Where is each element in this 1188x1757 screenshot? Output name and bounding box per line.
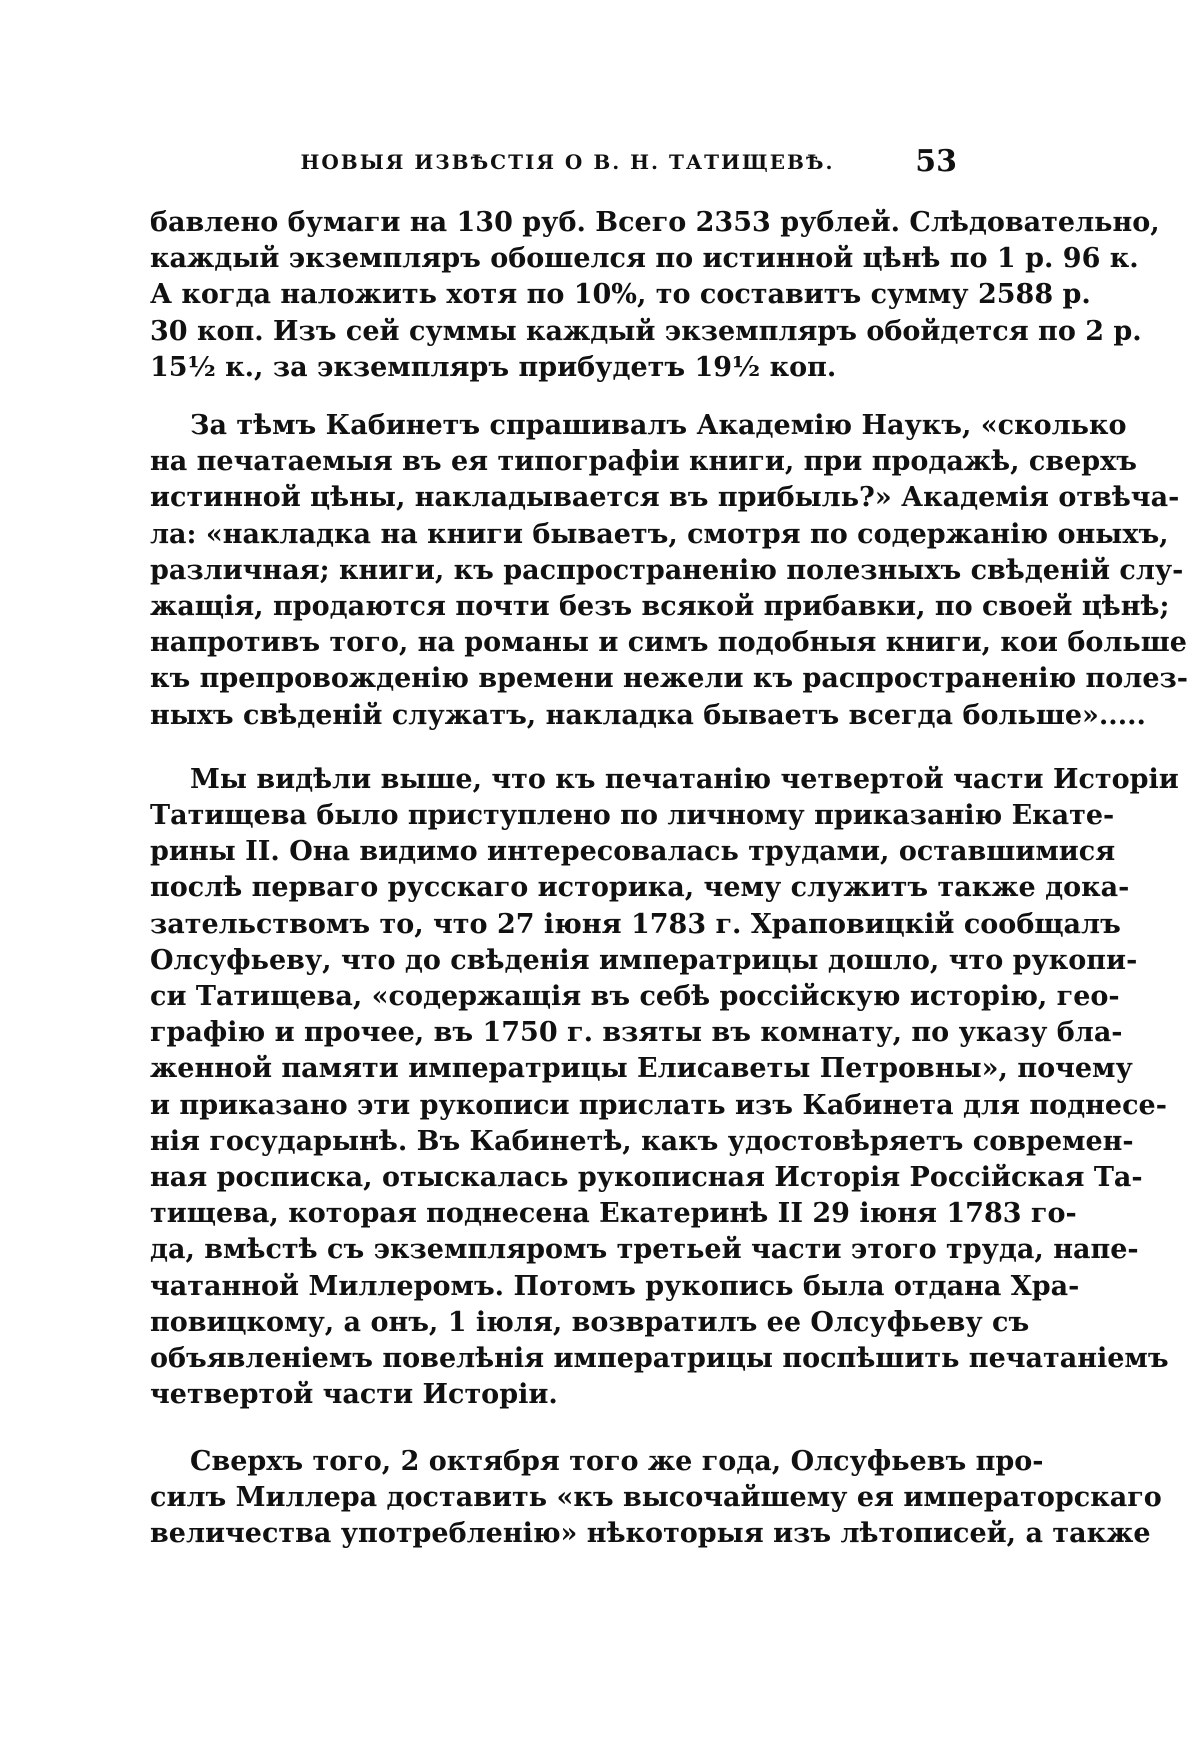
text-line: величества употребленію» нѣкоторыя изъ лѣтописей, а также — [150, 1517, 1151, 1549]
text-line: рины II. Она видимо интересовалась трудами, оставшимися — [150, 836, 1116, 868]
page-header — [150, 144, 965, 190]
text-line: зательствомъ то, что 27 іюня 1783 г. Храповицкій сообщалъ — [150, 908, 1121, 940]
text-line: графію и прочее, въ 1750 г. взяты въ комнату, по указу бла- — [150, 1017, 1123, 1049]
paragraph-4 — [150, 1444, 1162, 1553]
text-line: четвертой части Исторіи. — [150, 1379, 558, 1411]
text-line: Татищева было приступлено по личному приказанію Екате- — [150, 800, 1115, 832]
text-line: За тѣмъ Кабинетъ спрашивалъ Академію Наукъ, «сколько — [190, 410, 1127, 442]
text-line: на печатаемыя въ ея типографіи книги, при продажѣ, сверхъ — [150, 446, 1137, 478]
paragraph-gap — [150, 386, 965, 408]
text-line: различная; книги, къ распространенію полезныхъ свѣденій слу- — [150, 554, 1184, 586]
text-line: послѣ перваго русскаго историка, чему служитъ также дока- — [150, 872, 1130, 904]
text-line: бавлено бумаги на 130 руб. Всего 2353 рублей. Слѣдовательно, — [150, 207, 1160, 238]
text-line: да, вмѣстѣ съ экземпляромъ третьей части этого труда, напе- — [150, 1234, 1139, 1266]
text-body — [150, 205, 1188, 1552]
text-line: тищева, которая поднесена Екатеринѣ II 29 іюня 1783 го- — [150, 1198, 1077, 1230]
text-line: Олсуфьеву, что до свѣденія императрицы дошло, что рукопи- — [150, 944, 1138, 976]
text-line: 30 коп. Изъ сей суммы каждый экземпляръ обойдется по 2 р. — [150, 315, 1142, 347]
text-line: А когда наложить хотя по 10%, то составитъ сумму 2588 р. — [150, 279, 1091, 311]
text-line: женной памяти императрицы Елисаветы Петровны», почему — [150, 1053, 1133, 1085]
text-line: 15½ к., за экземпляръ прибудетъ 19½ коп. — [150, 351, 837, 383]
text-line: ная росписка, отыскалась рукописная Исторія Россійская Та- — [150, 1162, 1143, 1194]
text-line: напротивъ того, на романы и симъ подобныя книги, кои больше — [150, 627, 1187, 659]
text-line: и приказано эти рукописи прислать изъ Кабинета для поднесе- — [150, 1089, 1167, 1121]
text-line: ныхъ свѣденій служатъ, накладка бываетъ всегда больше»..... — [150, 699, 1146, 731]
text-line: ла: «накладка на книги бываетъ, смотря по содержанію оныхъ, — [150, 518, 1169, 550]
paragraph-1 — [150, 205, 1160, 386]
paragraph-gap — [150, 734, 965, 762]
running-title: НОВЫЯ ИЗВѢСТІЯ О В. Н. ТАТИЩЕВѢ. — [300, 150, 835, 174]
text-line: Сверхъ того, 2 октября того же года, Олсуфьевъ про- — [190, 1445, 1044, 1477]
text-line: жащія, продаются почти безъ всякой прибавки, по своей цѣнѣ; — [150, 591, 1170, 623]
text-line: къ препровожденію времени нежели къ распространенію полез- — [150, 663, 1188, 695]
text-line: повицкому, а онъ, 1 іюля, возвратилъ ее Олсуфьеву съ — [150, 1306, 1030, 1338]
text-line: каждый экземпляръ обошелся по истинной цѣнѣ по 1 р. 96 к. — [150, 243, 1139, 275]
text-line: чатанной Миллеромъ. Потомъ рукопись была отдана Хра- — [150, 1270, 1080, 1302]
paragraph-3 — [150, 762, 1179, 1414]
text-line: истинной цѣны, накладывается въ прибыль?» Академія отвѣча- — [150, 482, 1180, 514]
text-line: объявленіемъ повелѣнія императрицы поспѣшить печатаніемъ — [150, 1343, 1169, 1375]
text-line: нія государынѣ. Въ Кабинетѣ, какъ удостовѣряетъ современ- — [150, 1125, 1134, 1157]
paragraph-gap — [150, 1414, 965, 1444]
text-line: си Татищева, «содержащія въ себѣ россійскую исторію, гео- — [150, 981, 1120, 1013]
text-line: силъ Миллера доставить «къ высочайшему ея императорскаго — [150, 1481, 1162, 1513]
page-number: 53 — [915, 144, 957, 179]
paragraph-2 — [150, 408, 1188, 734]
text-line: Мы видѣли выше, что къ печатанію четвертой части Исторіи — [190, 763, 1179, 795]
